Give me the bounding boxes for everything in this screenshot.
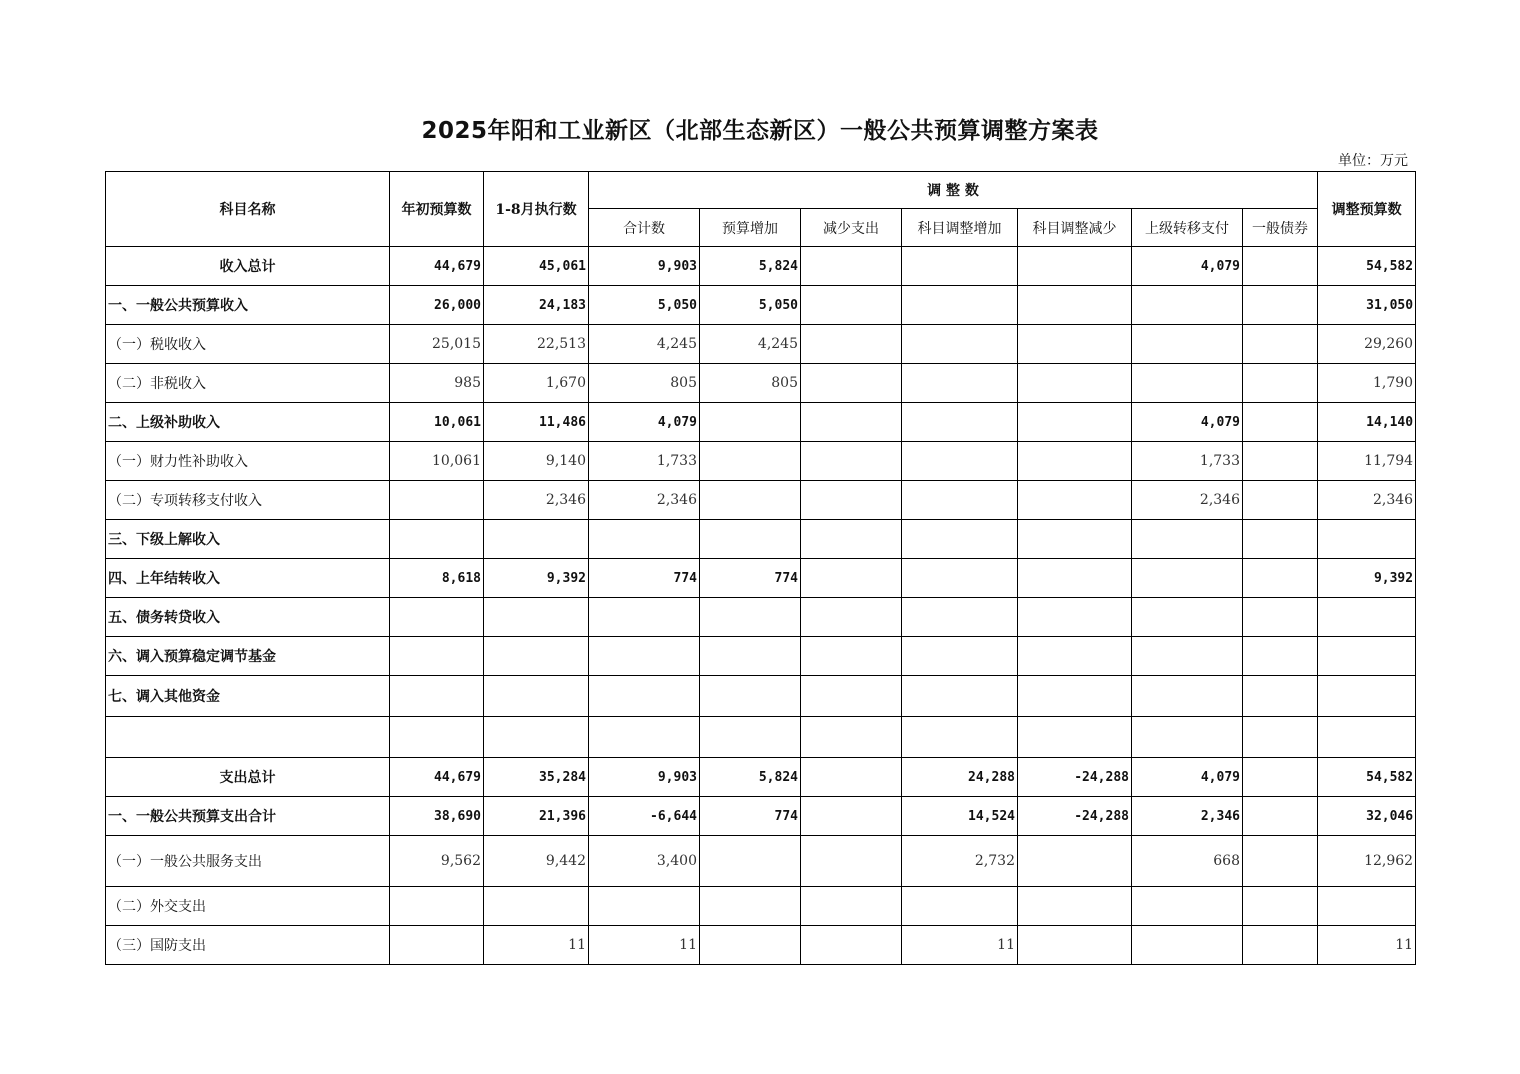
cell-value [1132, 598, 1243, 637]
row-name: （二）专项转移支付收入 [106, 481, 390, 520]
cell-value [589, 520, 700, 559]
cell-value: 29,260 [1318, 325, 1416, 364]
row-name: 七、调入其他资金 [106, 676, 390, 717]
cell-value: 4,079 [1132, 247, 1243, 286]
cell-value: 2,346 [1132, 797, 1243, 836]
row-name: 四、上年结转收入 [106, 559, 390, 598]
cell-value: -6,644 [589, 797, 700, 836]
cell-value: 4,245 [589, 325, 700, 364]
cell-value [801, 481, 902, 520]
cell-value [390, 926, 484, 965]
cell-value: 38,690 [390, 797, 484, 836]
page-title: 2025年阳和工业新区（北部生态新区）一般公共预算调整方案表 [421, 118, 1099, 144]
cell-value [1243, 559, 1318, 598]
cell-value [902, 717, 1018, 758]
cell-value: 11 [589, 926, 700, 965]
cell-value [700, 836, 801, 887]
cell-value: 805 [589, 364, 700, 403]
cell-value: -24,288 [1018, 758, 1132, 797]
cell-value: 9,140 [484, 442, 589, 481]
cell-value [484, 676, 589, 717]
cell-value [902, 325, 1018, 364]
cell-value [390, 676, 484, 717]
cell-value: 11,486 [484, 403, 589, 442]
cell-value: 26,000 [390, 286, 484, 325]
cell-value [1018, 481, 1132, 520]
cell-value: 10,061 [390, 403, 484, 442]
row-name: 三、下级上解收入 [106, 520, 390, 559]
cell-value: 11 [1318, 926, 1416, 965]
row-name: 五、债务转贷收入 [106, 598, 390, 637]
cell-value: 774 [700, 797, 801, 836]
cell-value [589, 676, 700, 717]
cell-value [801, 598, 902, 637]
row-name: （二）外交支出 [106, 887, 390, 926]
row-name: 六、调入预算稳定调节基金 [106, 637, 390, 676]
cell-value [902, 520, 1018, 559]
row-name: 一、一般公共预算支出合计 [106, 797, 390, 836]
cell-value [1018, 325, 1132, 364]
cell-value: 11,794 [1318, 442, 1416, 481]
cell-value: 45,061 [484, 247, 589, 286]
cell-value [1018, 247, 1132, 286]
cell-value: 54,582 [1318, 247, 1416, 286]
cell-value [1132, 926, 1243, 965]
cell-value [801, 676, 902, 717]
cell-value: 12,962 [1318, 836, 1416, 887]
cell-value: 8,618 [390, 559, 484, 598]
table-row [106, 926, 1416, 965]
cell-value: 1,790 [1318, 364, 1416, 403]
cell-value [1243, 598, 1318, 637]
cell-value [390, 637, 484, 676]
cell-value: 9,392 [1318, 559, 1416, 598]
cell-value [902, 481, 1018, 520]
table-row [106, 676, 1416, 717]
cell-value [1018, 520, 1132, 559]
cell-value [801, 717, 902, 758]
cell-value [1243, 364, 1318, 403]
cell-value [589, 887, 700, 926]
cell-value [1018, 286, 1132, 325]
cell-value [1132, 559, 1243, 598]
cell-value [1318, 887, 1416, 926]
cell-value [801, 325, 902, 364]
cell-value [1132, 325, 1243, 364]
cell-value: 4,079 [1132, 403, 1243, 442]
header-transfer: 上级转移支付 [1132, 209, 1243, 247]
cell-value [700, 598, 801, 637]
cell-value [902, 559, 1018, 598]
row-name: （一）税收收入 [106, 325, 390, 364]
cell-value: 9,903 [589, 247, 700, 286]
cell-value: 4,245 [700, 325, 801, 364]
cell-value [1243, 926, 1318, 965]
cell-value [589, 598, 700, 637]
cell-value [1318, 598, 1416, 637]
cell-value [700, 887, 801, 926]
table-row [106, 797, 1416, 836]
cell-value: 22,513 [484, 325, 589, 364]
cell-value [801, 758, 902, 797]
cell-value [484, 598, 589, 637]
cell-value [1132, 364, 1243, 403]
table-row [106, 247, 1416, 286]
cell-value [1018, 676, 1132, 717]
cell-value [390, 887, 484, 926]
table-row [106, 836, 1416, 887]
cell-value [1243, 887, 1318, 926]
table-row [106, 637, 1416, 676]
cell-value [1018, 637, 1132, 676]
cell-value: 54,582 [1318, 758, 1416, 797]
cell-value [390, 520, 484, 559]
cell-value: 9,903 [589, 758, 700, 797]
cell-value [801, 836, 902, 887]
cell-value: 25,015 [390, 325, 484, 364]
cell-value [484, 717, 589, 758]
cell-value: 2,346 [484, 481, 589, 520]
cell-value [1018, 364, 1132, 403]
header-subject-decrease: 科目调整减少 [1018, 209, 1132, 247]
cell-value: 805 [700, 364, 801, 403]
cell-value [700, 717, 801, 758]
cell-value: 44,679 [390, 758, 484, 797]
cell-value [1132, 286, 1243, 325]
cell-value [700, 926, 801, 965]
cell-value [589, 717, 700, 758]
row-name: 一、一般公共预算收入 [106, 286, 390, 325]
cell-value [1243, 286, 1318, 325]
cell-value: 9,442 [484, 836, 589, 887]
cell-value [801, 926, 902, 965]
header-adjusted: 调整预算数 [1318, 172, 1416, 247]
table-row [106, 364, 1416, 403]
cell-value [1243, 797, 1318, 836]
cell-value [390, 717, 484, 758]
cell-value [1018, 717, 1132, 758]
row-name: 支出总计 [106, 758, 390, 797]
row-name [106, 717, 390, 758]
cell-value [1318, 520, 1416, 559]
table-row [106, 520, 1416, 559]
cell-value: 2,346 [589, 481, 700, 520]
cell-value [801, 520, 902, 559]
cell-value [1018, 559, 1132, 598]
cell-value [1243, 717, 1318, 758]
cell-value: 5,824 [700, 758, 801, 797]
cell-value [1132, 637, 1243, 676]
header-executed: 1-8月执行数 [484, 172, 589, 247]
cell-value [484, 520, 589, 559]
cell-value [390, 598, 484, 637]
cell-value [902, 403, 1018, 442]
cell-value: 3,400 [589, 836, 700, 887]
cell-value [1243, 442, 1318, 481]
cell-value [390, 481, 484, 520]
header-decrease: 减少支出 [801, 209, 902, 247]
cell-value [1018, 926, 1132, 965]
cell-value [1132, 887, 1243, 926]
cell-value: 11 [902, 926, 1018, 965]
cell-value [484, 637, 589, 676]
cell-value [902, 598, 1018, 637]
cell-value: 9,562 [390, 836, 484, 887]
header-subject-increase: 科目调整增加 [902, 209, 1018, 247]
cell-value [589, 637, 700, 676]
cell-value: 774 [700, 559, 801, 598]
cell-value [801, 797, 902, 836]
cell-value: 1,670 [484, 364, 589, 403]
table-row [106, 559, 1416, 598]
header-initial: 年初预算数 [390, 172, 484, 247]
cell-value [700, 442, 801, 481]
table-row [106, 887, 1416, 926]
cell-value: 11 [484, 926, 589, 965]
cell-value [1018, 403, 1132, 442]
row-name: （一）一般公共服务支出 [106, 836, 390, 887]
cell-value [1243, 403, 1318, 442]
cell-value: 5,824 [700, 247, 801, 286]
cell-value [801, 364, 902, 403]
cell-value: 10,061 [390, 442, 484, 481]
row-name: （二）非税收入 [106, 364, 390, 403]
cell-value: 5,050 [700, 286, 801, 325]
cell-value [1243, 637, 1318, 676]
cell-value [902, 286, 1018, 325]
cell-value [1318, 676, 1416, 717]
table-row [106, 286, 1416, 325]
table-row [106, 758, 1416, 797]
cell-value: 44,679 [390, 247, 484, 286]
header-name: 科目名称 [106, 172, 390, 247]
cell-value [801, 286, 902, 325]
cell-value: 35,284 [484, 758, 589, 797]
table-row [106, 403, 1416, 442]
cell-value: -24,288 [1018, 797, 1132, 836]
cell-value [1132, 717, 1243, 758]
cell-value: 2,732 [902, 836, 1018, 887]
row-name: 二、上级补助收入 [106, 403, 390, 442]
cell-value [1132, 676, 1243, 717]
row-name: 收入总计 [106, 247, 390, 286]
table-row [106, 481, 1416, 520]
cell-value: 14,524 [902, 797, 1018, 836]
cell-value [1243, 676, 1318, 717]
header-bond: 一般债券 [1243, 209, 1318, 247]
cell-value [801, 442, 902, 481]
cell-value [1243, 481, 1318, 520]
unit-label: 单位：万元 [1338, 153, 1408, 169]
cell-value [700, 520, 801, 559]
cell-value [700, 403, 801, 442]
cell-value [1243, 520, 1318, 559]
cell-value [902, 364, 1018, 403]
cell-value [801, 559, 902, 598]
cell-value [1132, 520, 1243, 559]
cell-value [902, 442, 1018, 481]
row-name: （三）国防支出 [106, 926, 390, 965]
cell-value [1018, 887, 1132, 926]
header-total: 合计数 [589, 209, 700, 247]
cell-value [484, 887, 589, 926]
cell-value [801, 637, 902, 676]
cell-value: 2,346 [1318, 481, 1416, 520]
cell-value [902, 676, 1018, 717]
table-row [106, 325, 1416, 364]
cell-value [801, 887, 902, 926]
cell-value: 668 [1132, 836, 1243, 887]
cell-value [1318, 637, 1416, 676]
table-row [106, 717, 1416, 758]
header-adjust-group: 调 整 数 [589, 172, 1318, 209]
cell-value: 1,733 [1132, 442, 1243, 481]
cell-value [700, 637, 801, 676]
cell-value [902, 887, 1018, 926]
cell-value: 1,733 [589, 442, 700, 481]
table-row [106, 598, 1416, 637]
cell-value [1243, 836, 1318, 887]
cell-value: 2,346 [1132, 481, 1243, 520]
cell-value [700, 481, 801, 520]
cell-value: 985 [390, 364, 484, 403]
cell-value: 31,050 [1318, 286, 1416, 325]
table-row [106, 442, 1416, 481]
cell-value: 9,392 [484, 559, 589, 598]
cell-value [902, 247, 1018, 286]
cell-value [1243, 758, 1318, 797]
cell-value: 4,079 [589, 403, 700, 442]
header-increase: 预算增加 [700, 209, 801, 247]
cell-value: 4,079 [1132, 758, 1243, 797]
cell-value [801, 403, 902, 442]
cell-value: 32,046 [1318, 797, 1416, 836]
cell-value: 21,396 [484, 797, 589, 836]
cell-value [801, 247, 902, 286]
cell-value: 774 [589, 559, 700, 598]
cell-value [1243, 325, 1318, 364]
cell-value: 5,050 [589, 286, 700, 325]
cell-value: 24,183 [484, 286, 589, 325]
cell-value [1018, 442, 1132, 481]
row-name: （一）财力性补助收入 [106, 442, 390, 481]
cell-value [1018, 836, 1132, 887]
budget-table [105, 171, 1416, 965]
cell-value [700, 676, 801, 717]
cell-value [1243, 247, 1318, 286]
cell-value [1018, 598, 1132, 637]
cell-value [902, 637, 1018, 676]
cell-value: 14,140 [1318, 403, 1416, 442]
cell-value [1318, 717, 1416, 758]
cell-value: 24,288 [902, 758, 1018, 797]
